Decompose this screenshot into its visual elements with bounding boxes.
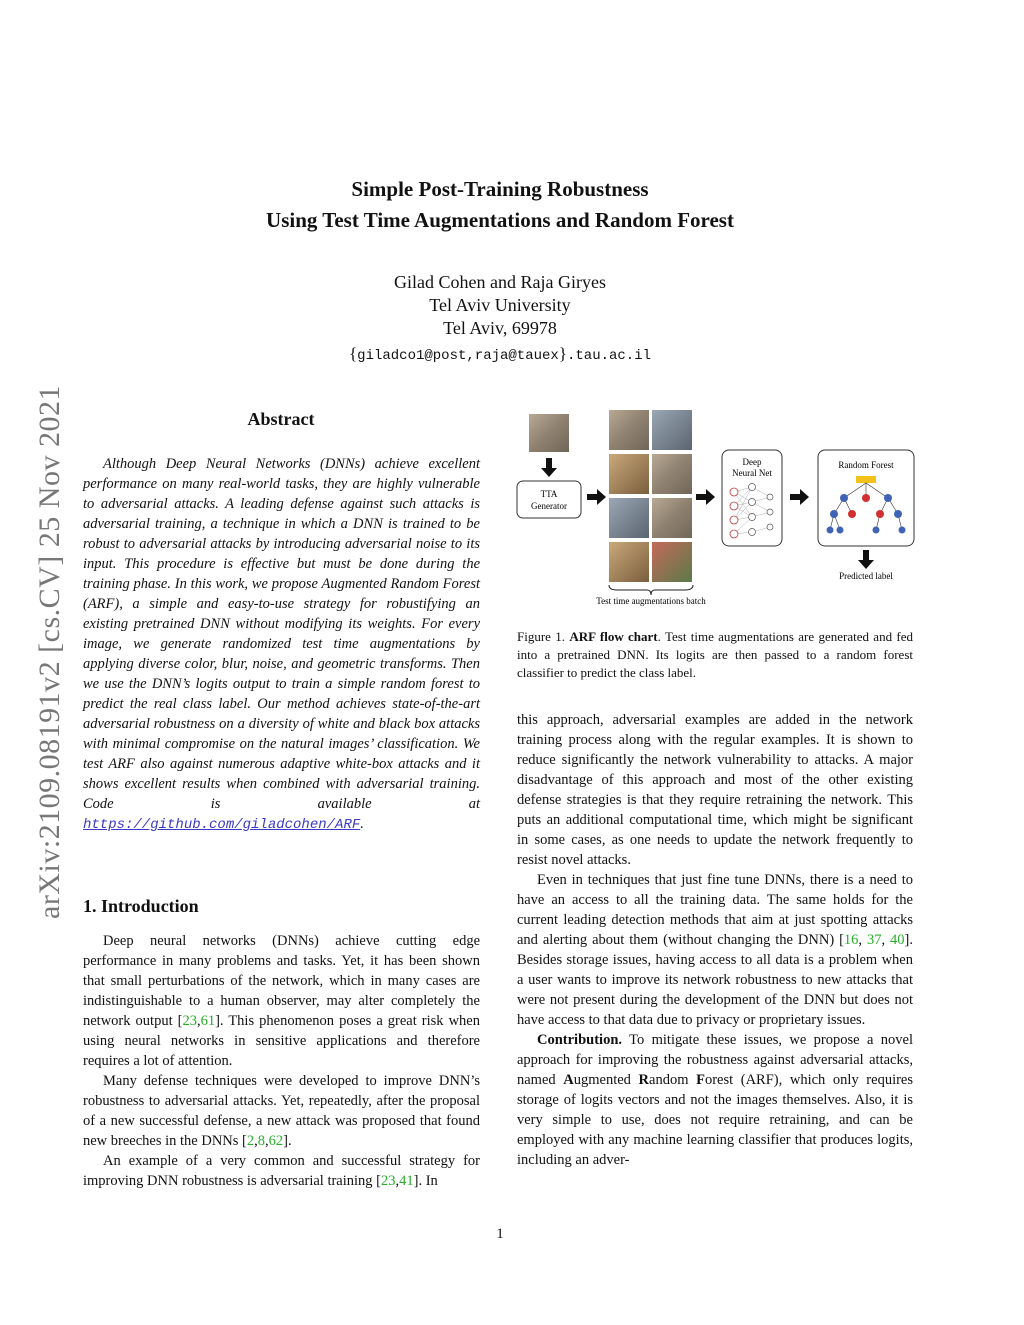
citation-link[interactable]: 2 — [246, 1133, 255, 1149]
citation-link[interactable]: 16 — [843, 932, 859, 948]
citation-link[interactable]: 41 — [399, 1173, 414, 1189]
acronym-letter: R — [638, 1072, 650, 1088]
right-arrow-icon — [790, 489, 809, 505]
augmented-image — [652, 454, 692, 494]
email-domain: .tau.ac.il — [566, 348, 651, 364]
right-column-body — [517, 710, 913, 1170]
caption-prefix: Figure 1. — [517, 629, 570, 644]
email-brace-close: } — [558, 344, 567, 363]
paragraph-text: Deep neural networks (DNNs) achieve cutting edge performance in many problems and tasks. Yet, it has been shown that small perturbations of the network, which in many cases are indistinguishable to a human observer, may alter completely the network output [ — [83, 933, 480, 1029]
citation-link[interactable]: 8 — [257, 1133, 266, 1149]
right-arrow-icon — [587, 489, 606, 505]
paragraph: Even in techniques that just fine tune DNNs, there is a need to have an access to all the training data. The same holds for the current leading detection methods that aim at just spotting attacks and alerting about them (without changing the DNN) [16, 37, 40]. Besides storage issues, having access to all data is a problem when a user wants to improve its network robustness to new attacks that were not present during the development of the DNN but does not have access to that data due to privacy or proprietary issues. — [517, 872, 914, 1028]
input-image — [529, 414, 569, 452]
tta-generator-label: Generator — [531, 501, 567, 511]
arxiv-identifier: arXiv:2109.08191v2 [cs.CV] 25 Nov 2021 — [33, 385, 66, 919]
author-email — [0, 342, 1000, 368]
paragraph-text: ]. In — [413, 1173, 438, 1189]
augmented-image — [652, 542, 692, 582]
acronym-letter: A — [563, 1072, 574, 1088]
paragraph-text: Even in techniques that just fine tune DNNs, there is a need to have an access to all the training data. The same holds for the current leading detection methods that aim at just spotting attacks and alerting about them (without changing the DNN) [ — [517, 872, 913, 948]
paragraph: An example of a very common and successful strategy for improving DNN robustness is adversarial training [23,41]. In — [83, 1153, 480, 1189]
caption-title: ARF flow chart — [569, 629, 658, 644]
citation-link[interactable]: 23 — [182, 1013, 197, 1029]
arf-flow-chart-figure — [510, 402, 920, 612]
augmented-image — [609, 542, 649, 582]
citation-link[interactable]: 61 — [200, 1013, 216, 1029]
augmentation-grid — [609, 410, 692, 582]
random-forest-label: Random Forest — [838, 460, 894, 470]
citation-link[interactable]: 40 — [890, 932, 905, 948]
paragraph-text: Many defense techniques were developed to improve DNN’s robustness to adversarial attacks. Yet, repeatedly, after the proposal of a new successful defense, a new attack was proposed that found new breeches in the DNNs [ — [83, 1073, 480, 1149]
acronym-letter: F — [696, 1072, 705, 1088]
citation-link[interactable]: 62 — [268, 1133, 284, 1149]
tta-label: TTA — [540, 489, 558, 499]
dnn-label: Deep — [742, 457, 762, 467]
paragraph: Many defense techniques were developed to improve DNN’s robustness to adversarial attacks. Yet, repeatedly, after the proposal of a new successful defense, a new attack was proposed that found new breeches in the DNNs [2,8,62]. — [83, 1073, 480, 1149]
right-arrow-icon — [696, 489, 715, 505]
abstract-heading: Abstract — [247, 409, 315, 429]
down-arrow-icon — [541, 458, 557, 477]
citation-link[interactable]: 37 — [866, 932, 882, 948]
title-line-2: Using Test Time Augmentations and Random Forest — [266, 208, 734, 232]
paragraph — [83, 931, 480, 1071]
contribution-label: Contribution. — [537, 1032, 623, 1048]
citation-separator: , — [196, 1013, 201, 1029]
author-block — [0, 271, 1000, 368]
paragraph-text: which only requires storage of logits vectors and not the images themselves. Also, it is very simple to use, does not require retraining, and can be employed with any machine learning classifier that produces logits, including an adver- — [517, 1072, 914, 1168]
section-heading-introduction: 1. Introduction — [83, 896, 199, 916]
email-brace-open: { — [349, 344, 358, 363]
paragraph-text: ugmented — [573, 1072, 639, 1088]
author-affiliation: Tel Aviv University — [429, 295, 571, 315]
paragraph-text: ]. Besides storage issues, having access to all data is a problem when a user wants to improve its network robustness to new attacks that were not present during the development of the DNN but does not have access to that data due to privacy or proprietary issues. — [517, 932, 914, 1028]
abstract-body — [83, 454, 480, 835]
paragraph-text: ]. This phenomenon poses a great risk when using neural networks in sensitive applications and therefore requires a lot of attention. — [83, 1013, 480, 1069]
abstract-end: . — [360, 816, 364, 832]
code-link[interactable]: https://github.com/giladcohen/ARF — [83, 817, 361, 833]
author-location: Tel Aviv, 69978 — [443, 318, 557, 338]
augmented-image — [609, 410, 649, 450]
augmented-image — [609, 454, 649, 494]
paragraph-text: ]. — [283, 1133, 292, 1149]
abstract-text: Although Deep Neural Networks (DNNs) achieve excellent performance on many real-world tasks, they are highly vulnerable to adversarial attacks. A leading defense against such attacks is adversarial training, a technique in which a DNN is trained to be robust to adversarial attacks by introducing adversarial noise to its input. This procedure is effective but must be done during the training phase. In this work, we propose Augmented Random Forest (ARF), a simple and easy-to-use strategy for robustifying an existing pretrained DNN without modifying its weights. For every image, we generate randomized test time augmentations by applying diverse color, blur, noise, and geometric transforms. Then we use the DNN’s logits output to train a simple random forest to predict the real class label. Our method achieves state-of-the-art adversarial robustness on a diversity of white and black box attacks with minimal compromise on the natural images’ classification. We test ARF also against numerous adaptive white-box attacks and it shows excellent results when combined with adversarial training. Code is available at — [83, 456, 480, 812]
paragraph-text: To mitigate these issues, we propose a novel approach for improving the robustness against adversarial attacks, named — [517, 1032, 913, 1088]
page-number: 1 — [496, 1226, 504, 1242]
paragraph: this approach, adversarial examples are added in the network training process along with the regular examples. It is shown to reduce significantly the network vulnerability to attacks. A major disadvantage of this approach and most of the other existing defense strategies is that they require retraining the network. This puts an additional computational time, which might be significant in some cases, as one needs to update the network frequently to resist novel attacks. — [517, 712, 913, 868]
caption-text: . Test time augmentations are generated and fed into a pretrained DNN. Its logits are then passed to a random forest classifier to predict the class label. — [517, 629, 913, 680]
augmented-image — [652, 498, 692, 538]
citation-link[interactable]: 23 — [381, 1173, 396, 1189]
augmented-image — [609, 498, 649, 538]
down-arrow-icon — [858, 550, 874, 569]
email-users: giladco1@post,raja@tauex — [357, 348, 559, 364]
left-column-body — [83, 931, 480, 1191]
augmented-image — [652, 410, 692, 450]
paragraph-text: andom — [649, 1072, 697, 1088]
figure-caption — [517, 628, 913, 682]
paragraph-text: orest (ARF), — [704, 1072, 783, 1088]
tta-generator-box — [517, 481, 581, 518]
dnn-net-label: Neural Net — [732, 468, 772, 478]
author-names: Gilad Cohen and Raja Giryes — [394, 272, 606, 292]
paper-title — [0, 174, 1000, 236]
title-line-1: Simple Post-Training Robustness — [351, 177, 649, 201]
predicted-label-text: Predicted label — [839, 571, 893, 581]
paragraph — [517, 1030, 913, 1170]
batch-label: Test time augmentations batch — [596, 596, 706, 606]
batch-brace — [609, 585, 693, 595]
paragraph-text: An example of a very common and successful strategy for improving DNN robustness is adversarial training [ — [83, 1153, 480, 1189]
